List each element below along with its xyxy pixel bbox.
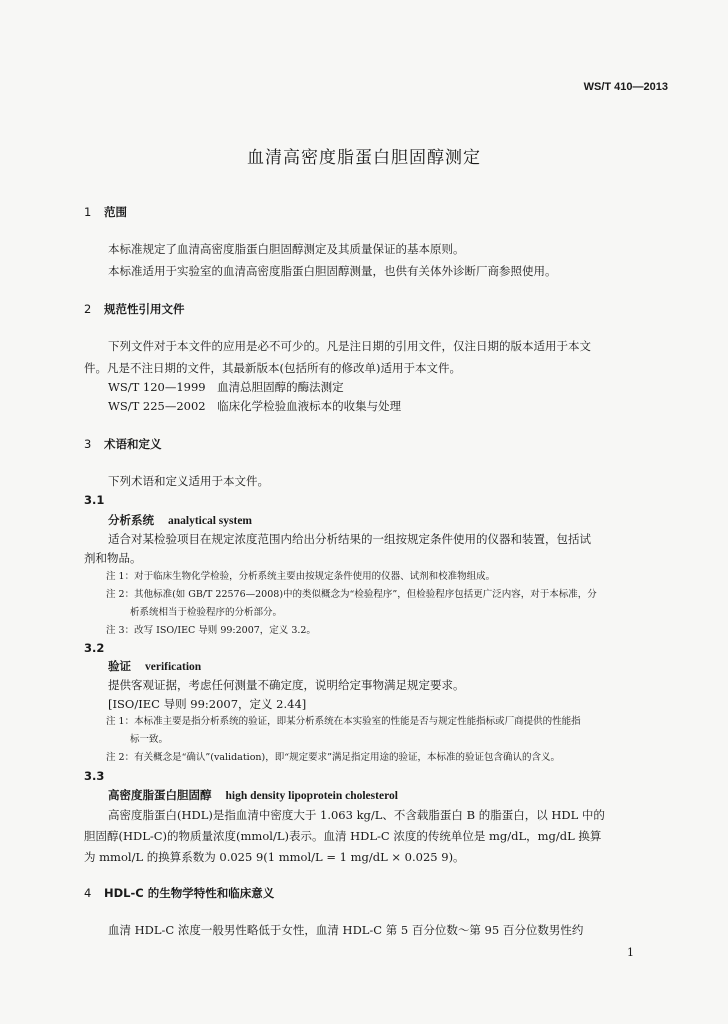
paragraph-continued: 件。凡是不注日期的文件，其最新版本(包括所有的修改单)适用于本文件。	[84, 361, 461, 375]
section-2-heading	[84, 300, 185, 318]
term-zh: 验证	[108, 659, 131, 673]
clause-number: 3.2	[84, 641, 105, 655]
paragraph: 本标准适用于实验室的血清高密度脂蛋白胆固醇测量，也供有关体外诊断厂商参照使用。	[108, 264, 557, 278]
paragraph: 下列术语和定义适用于本文件。	[108, 474, 269, 488]
section-number: 1	[84, 205, 92, 219]
note-continued: 析系统相当于检验程序的分析部分。	[130, 607, 283, 618]
term-en: analytical system	[168, 515, 253, 527]
note: 注 1：对于临床生物化学检验，分析系统主要由按规定条件使用的仪器、试剂和校准物组成。	[106, 571, 496, 582]
section-title: 术语和定义	[104, 437, 162, 451]
note: 注 2：其他标准(如 GB/T 22576—2008)中的类似概念为“检验程序”，但检验程序包括更广泛内容，对于本标准，分	[106, 589, 597, 600]
standard-code: WS/T 410—2013	[583, 81, 668, 93]
section-number: 4	[84, 886, 92, 900]
section-number: 3	[84, 437, 92, 451]
reference-item: WS/T 120—1999 血清总胆固醇的酶法测定	[108, 380, 344, 394]
note: 注 1：本标准主要是指分析系统的验证，即某分析系统在本实验室的性能是否与规定性能指标或厂商提供的性能指	[106, 716, 581, 727]
note-continued: 标一致。	[130, 734, 169, 745]
section-title: 规范性引用文件	[104, 302, 185, 316]
definition-continued: 剂和物品。	[84, 551, 142, 565]
definition-continued: 为 mmol/L 的换算系数为 0.025 9(1 mmol/L = 1 mg/dL × 0.025 9)。	[84, 850, 465, 864]
section-title: HDL-C 的生物学特性和临床意义	[104, 886, 275, 900]
term-en: verification	[145, 661, 202, 673]
note: 注 2：有关概念是“确认”(validation)，即“规定要求”满足指定用途的验证，本标准的验证包含确认的含义。	[106, 752, 560, 763]
document-title: 血清高密度脂蛋白胆固醇测定	[247, 148, 481, 168]
term-entry	[108, 511, 252, 530]
definition: 适合对某检验项目在规定浓度范围内给出分析结果的一组按规定条件使用的仪器和装置，包括试	[108, 532, 591, 546]
section-1-heading	[84, 203, 127, 221]
reference-item: WS/T 225—2002 临床化学检验血液标本的收集与处理	[108, 399, 402, 413]
section-3-heading	[84, 435, 162, 453]
paragraph: 本标准规定了血清高密度脂蛋白胆固醇测定及其质量保证的基本原则。	[108, 242, 465, 256]
paragraph: 血清 HDL-C 浓度一般男性略低于女性，血清 HDL-C 第 5 百分位数～第 95 百分位数男性约	[108, 923, 584, 937]
term-zh: 分析系统	[108, 513, 154, 527]
definition: 高密度脂蛋白(HDL)是指血清中密度大于 1.063 kg/L、不含载脂蛋白 B 的脂蛋白，以 HDL 中的	[108, 808, 605, 822]
term-zh: 高密度脂蛋白胆固醇	[108, 788, 212, 802]
clause-number: 3.3	[84, 769, 105, 783]
definition: 提供客观证据，考虑任何测量不确定度，说明给定事物满足规定要求。	[108, 678, 465, 692]
page-number: 1	[627, 946, 634, 959]
section-title: 范围	[104, 205, 127, 219]
definition-continued: 胆固醇(HDL-C)的物质量浓度(mmol/L)表示。血清 HDL-C 浓度的传统单位是 mg/dL，mg/dL 换算	[84, 829, 602, 843]
term-entry	[108, 657, 201, 676]
term-en: high density lipoprotein cholesterol	[225, 790, 398, 802]
note: 注 3：改写 ISO/IEC 导则 99:2007，定义 3.2。	[106, 625, 316, 636]
term-entry	[108, 786, 398, 805]
definition-source: [ISO/IEC 导则 99:2007，定义 2.44]	[108, 697, 307, 711]
section-number: 2	[84, 302, 92, 316]
section-4-heading	[84, 884, 274, 902]
clause-number: 3.1	[84, 493, 105, 507]
paragraph: 下列文件对于本文件的应用是必不可少的。凡是注日期的引用文件，仅注日期的版本适用于本文	[108, 339, 591, 353]
